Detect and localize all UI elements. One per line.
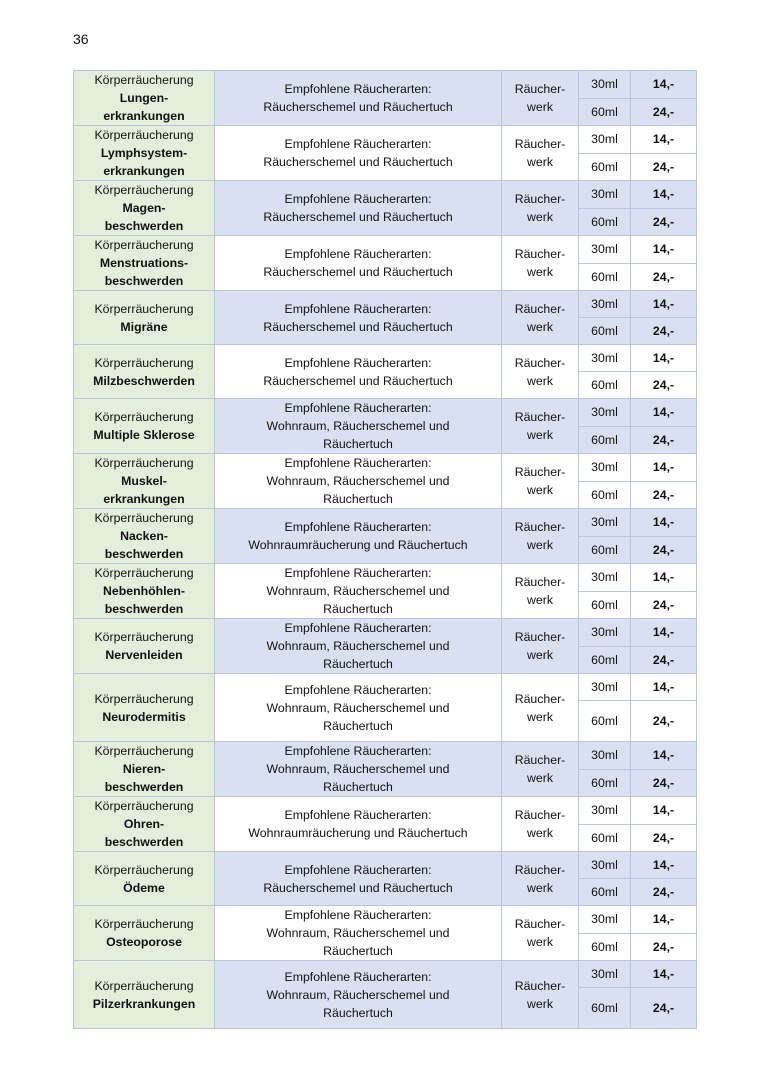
- product-description-cell: [215, 619, 502, 674]
- product-kind: Räucher- werk: [502, 906, 579, 961]
- product-name-cell: [74, 399, 215, 454]
- table-row: [74, 619, 697, 647]
- table-row: [74, 454, 697, 482]
- size-small: 30ml: [579, 509, 631, 537]
- product-description-cell: [215, 454, 502, 509]
- description-heading: Empfohlene Räucherarten:: [284, 520, 432, 534]
- size-small: 30ml: [579, 852, 631, 879]
- product-category: Körperräucherung: [94, 917, 194, 931]
- size-small: 30ml: [579, 71, 631, 99]
- price-small: 14,-: [631, 236, 697, 264]
- price-small: 14,-: [631, 509, 697, 537]
- table-row: [74, 291, 697, 318]
- product-name-cell: [74, 742, 215, 797]
- product-name-cell: [74, 674, 215, 742]
- size-small: 30ml: [579, 797, 631, 825]
- size-small: 30ml: [579, 564, 631, 592]
- size-small: 30ml: [579, 742, 631, 770]
- description-text: Räucherschemel und Räuchertuch: [263, 265, 453, 279]
- table-row: [74, 564, 697, 592]
- table-row: [74, 236, 697, 264]
- price-small: 14,-: [631, 961, 697, 988]
- product-name: Muskel- erkrankungen: [103, 474, 185, 506]
- product-kind: Räucher- werk: [502, 454, 579, 509]
- product-name: Nervenleiden: [105, 648, 183, 662]
- product-name: Ödeme: [123, 880, 165, 895]
- product-description-cell: [215, 291, 502, 345]
- size-large: 60ml: [579, 208, 631, 236]
- price-small: 14,-: [631, 852, 697, 879]
- product-category: Körperräucherung: [94, 238, 194, 252]
- product-description-cell: [215, 742, 502, 797]
- price-small: 14,-: [631, 564, 697, 592]
- price-large: 24,-: [631, 98, 697, 126]
- price-large: 24,-: [631, 701, 697, 742]
- product-category: Körperräucherung: [94, 691, 194, 706]
- product-name-cell: [74, 236, 215, 291]
- table-row: [74, 181, 697, 209]
- size-small: 30ml: [579, 454, 631, 482]
- product-category: Körperräucherung: [94, 630, 194, 644]
- size-small: 30ml: [579, 961, 631, 988]
- product-kind: Räucher- werk: [502, 236, 579, 291]
- description-heading: Empfohlene Räucherarten:: [284, 82, 432, 96]
- price-small: 14,-: [631, 291, 697, 318]
- product-name: Pilzerkrankungen: [92, 996, 196, 1011]
- size-large: 60ml: [579, 263, 631, 291]
- product-name-cell: [74, 564, 215, 619]
- description-text: Räucherschemel und Räuchertuch: [263, 319, 453, 334]
- size-small: 30ml: [579, 345, 631, 372]
- description-heading: Empfohlene Räucherarten:: [284, 969, 432, 984]
- product-name: Nebenhöhlen- beschwerden: [103, 584, 185, 616]
- description-text: Wohnraum, Räucherschemel und Räuchertuch: [266, 474, 450, 506]
- size-small: 30ml: [579, 906, 631, 934]
- price-large: 24,-: [631, 879, 697, 906]
- price-large: 24,-: [631, 933, 697, 961]
- product-category: Körperräucherung: [94, 799, 194, 813]
- size-small: 30ml: [579, 126, 631, 154]
- description-text: Wohnraum, Räucherschemel und Räuchertuch: [266, 584, 450, 616]
- product-name: Multiple Sklerose: [93, 428, 195, 442]
- price-large: 24,-: [631, 769, 697, 797]
- product-category: Körperräucherung: [94, 862, 194, 877]
- description-text: Wohnraum, Räucherschemel und Räuchertuch: [266, 987, 450, 1020]
- product-category: Körperräucherung: [94, 355, 194, 370]
- product-kind: Räucher- werk: [502, 619, 579, 674]
- product-kind: Räucher- werk: [502, 797, 579, 852]
- product-name-cell: [74, 126, 215, 181]
- description-text: Räucherschemel und Räuchertuch: [263, 880, 453, 895]
- table-row: [74, 852, 697, 879]
- product-name-cell: [74, 291, 215, 345]
- size-large: 60ml: [579, 701, 631, 742]
- price-small: 14,-: [631, 454, 697, 482]
- product-kind: Räucher- werk: [502, 126, 579, 181]
- description-heading: Empfohlene Räucherarten:: [284, 456, 432, 470]
- product-name: Nacken- beschwerden: [104, 529, 184, 561]
- description-text: Wohnraumräucherung und Räuchertuch: [248, 538, 468, 552]
- size-large: 60ml: [579, 769, 631, 797]
- product-kind: Räucher- werk: [502, 674, 579, 742]
- table-row: [74, 797, 697, 825]
- table-row: [74, 509, 697, 537]
- description-text: Räucherschemel und Räuchertuch: [263, 210, 453, 224]
- size-large: 60ml: [579, 372, 631, 399]
- price-large: 24,-: [631, 263, 697, 291]
- product-name-cell: [74, 71, 215, 126]
- description-heading: Empfohlene Räucherarten:: [284, 808, 432, 822]
- description-text: Räucherschemel und Räuchertuch: [263, 373, 453, 388]
- product-description-cell: [215, 797, 502, 852]
- size-large: 60ml: [579, 481, 631, 509]
- table-row: [74, 906, 697, 934]
- product-category: Körperräucherung: [94, 183, 194, 197]
- price-small: 14,-: [631, 906, 697, 934]
- size-large: 60ml: [579, 426, 631, 454]
- product-description-cell: [215, 345, 502, 399]
- price-large: 24,-: [631, 372, 697, 399]
- table-row: [74, 961, 697, 988]
- price-small: 14,-: [631, 797, 697, 825]
- product-description-cell: [215, 674, 502, 742]
- description-heading: Empfohlene Räucherarten:: [284, 908, 432, 922]
- size-large: 60ml: [579, 591, 631, 619]
- product-description-cell: [215, 181, 502, 236]
- product-name: Neurodermitis: [102, 709, 186, 724]
- price-small: 14,-: [631, 742, 697, 770]
- description-text: Wohnraumräucherung und Räuchertuch: [248, 826, 468, 840]
- size-large: 60ml: [579, 536, 631, 564]
- product-kind: Räucher- werk: [502, 399, 579, 454]
- description-heading: Empfohlene Räucherarten:: [284, 137, 432, 151]
- price-small: 14,-: [631, 71, 697, 99]
- description-heading: Empfohlene Räucherarten:: [284, 566, 432, 580]
- product-kind: Räucher- werk: [502, 181, 579, 236]
- description-text: Wohnraum, Räucherschemel und Räuchertuch: [266, 419, 450, 451]
- product-category: Körperräucherung: [94, 511, 194, 525]
- product-kind: Räucher- werk: [502, 961, 579, 1029]
- product-category: Körperräucherung: [94, 566, 194, 580]
- product-kind: Räucher- werk: [502, 509, 579, 564]
- product-table-body: [74, 71, 697, 1029]
- product-description-cell: [215, 71, 502, 126]
- size-large: 60ml: [579, 879, 631, 906]
- product-name-cell: [74, 345, 215, 399]
- price-large: 24,-: [631, 824, 697, 852]
- product-name: Magen- beschwerden: [104, 201, 184, 233]
- size-large: 60ml: [579, 988, 631, 1029]
- product-kind: Räucher- werk: [502, 345, 579, 399]
- product-table: [73, 70, 697, 1029]
- product-kind: Räucher- werk: [502, 71, 579, 126]
- price-large: 24,-: [631, 208, 697, 236]
- size-large: 60ml: [579, 933, 631, 961]
- product-category: Körperräucherung: [94, 456, 194, 470]
- size-large: 60ml: [579, 646, 631, 674]
- price-large: 24,-: [631, 318, 697, 345]
- product-description-cell: [215, 961, 502, 1029]
- product-name-cell: [74, 852, 215, 906]
- description-text: Wohnraum, Räucherschemel und Räuchertuch: [266, 762, 450, 794]
- product-description-cell: [215, 399, 502, 454]
- description-text: Räucherschemel und Räuchertuch: [263, 155, 453, 169]
- table-row: [74, 126, 697, 154]
- price-small: 14,-: [631, 399, 697, 427]
- product-category: Körperräucherung: [94, 128, 194, 142]
- price-large: 24,-: [631, 536, 697, 564]
- product-description-cell: [215, 509, 502, 564]
- description-heading: Empfohlene Räucherarten:: [284, 401, 432, 415]
- product-category: Körperräucherung: [94, 73, 194, 87]
- product-name-cell: [74, 509, 215, 564]
- description-text: Wohnraum, Räucherschemel und Räuchertuch: [266, 926, 450, 958]
- size-small: 30ml: [579, 674, 631, 701]
- product-description-cell: [215, 906, 502, 961]
- product-description-cell: [215, 852, 502, 906]
- price-large: 24,-: [631, 426, 697, 454]
- size-large: 60ml: [579, 824, 631, 852]
- product-name-cell: [74, 906, 215, 961]
- page-number: 36: [73, 31, 89, 47]
- description-text: Wohnraum, Räucherschemel und Räuchertuch: [266, 700, 450, 733]
- product-description-cell: [215, 126, 502, 181]
- size-large: 60ml: [579, 318, 631, 345]
- size-small: 30ml: [579, 236, 631, 264]
- size-large: 60ml: [579, 98, 631, 126]
- product-name: Lungen- erkrankungen: [103, 91, 185, 123]
- table-row: [74, 674, 697, 701]
- table-row: [74, 71, 697, 99]
- size-small: 30ml: [579, 181, 631, 209]
- size-small: 30ml: [579, 291, 631, 318]
- price-large: 24,-: [631, 481, 697, 509]
- product-name-cell: [74, 454, 215, 509]
- product-name: Lymphsystem- erkrankungen: [100, 146, 188, 178]
- price-large: 24,-: [631, 153, 697, 181]
- size-large: 60ml: [579, 153, 631, 181]
- product-category: Körperräucherung: [94, 978, 194, 993]
- price-small: 14,-: [631, 619, 697, 647]
- size-small: 30ml: [579, 399, 631, 427]
- description-heading: Empfohlene Räucherarten:: [284, 862, 432, 877]
- product-kind: Räucher- werk: [502, 742, 579, 797]
- product-kind: Räucher- werk: [502, 852, 579, 906]
- price-small: 14,-: [631, 126, 697, 154]
- product-name-cell: [74, 961, 215, 1029]
- description-heading: Empfohlene Räucherarten:: [284, 192, 432, 206]
- product-category: Körperräucherung: [94, 301, 194, 316]
- description-heading: Empfohlene Räucherarten:: [284, 682, 432, 697]
- price-large: 24,-: [631, 988, 697, 1029]
- product-name-cell: [74, 797, 215, 852]
- product-kind: Räucher- werk: [502, 564, 579, 619]
- product-description-cell: [215, 236, 502, 291]
- description-heading: Empfohlene Räucherarten:: [284, 301, 432, 316]
- description-heading: Empfohlene Räucherarten:: [284, 247, 432, 261]
- table-row: [74, 345, 697, 372]
- price-large: 24,-: [631, 591, 697, 619]
- price-large: 24,-: [631, 646, 697, 674]
- description-heading: Empfohlene Räucherarten:: [284, 744, 432, 758]
- price-small: 14,-: [631, 345, 697, 372]
- description-text: Wohnraum, Räucherschemel und Räuchertuch: [266, 639, 450, 671]
- price-small: 14,-: [631, 181, 697, 209]
- product-name: Milzbeschwerden: [93, 373, 195, 388]
- table-row: [74, 399, 697, 427]
- description-heading: Empfohlene Räucherarten:: [284, 621, 432, 635]
- product-name: Ohren- beschwerden: [104, 817, 184, 849]
- table-row: [74, 742, 697, 770]
- price-small: 14,-: [631, 674, 697, 701]
- product-name: Migräne: [120, 319, 168, 334]
- product-name: Osteoporose: [106, 935, 182, 949]
- product-name-cell: [74, 181, 215, 236]
- product-name: Nieren- beschwerden: [104, 762, 184, 794]
- product-category: Körperräucherung: [94, 410, 194, 424]
- product-name: Menstruations- beschwerden: [99, 256, 189, 288]
- product-category: Körperräucherung: [94, 744, 194, 758]
- product-kind: Räucher- werk: [502, 291, 579, 345]
- product-name-cell: [74, 619, 215, 674]
- description-heading: Empfohlene Räucherarten:: [284, 355, 432, 370]
- product-description-cell: [215, 564, 502, 619]
- description-text: Räucherschemel und Räuchertuch: [263, 100, 453, 114]
- size-small: 30ml: [579, 619, 631, 647]
